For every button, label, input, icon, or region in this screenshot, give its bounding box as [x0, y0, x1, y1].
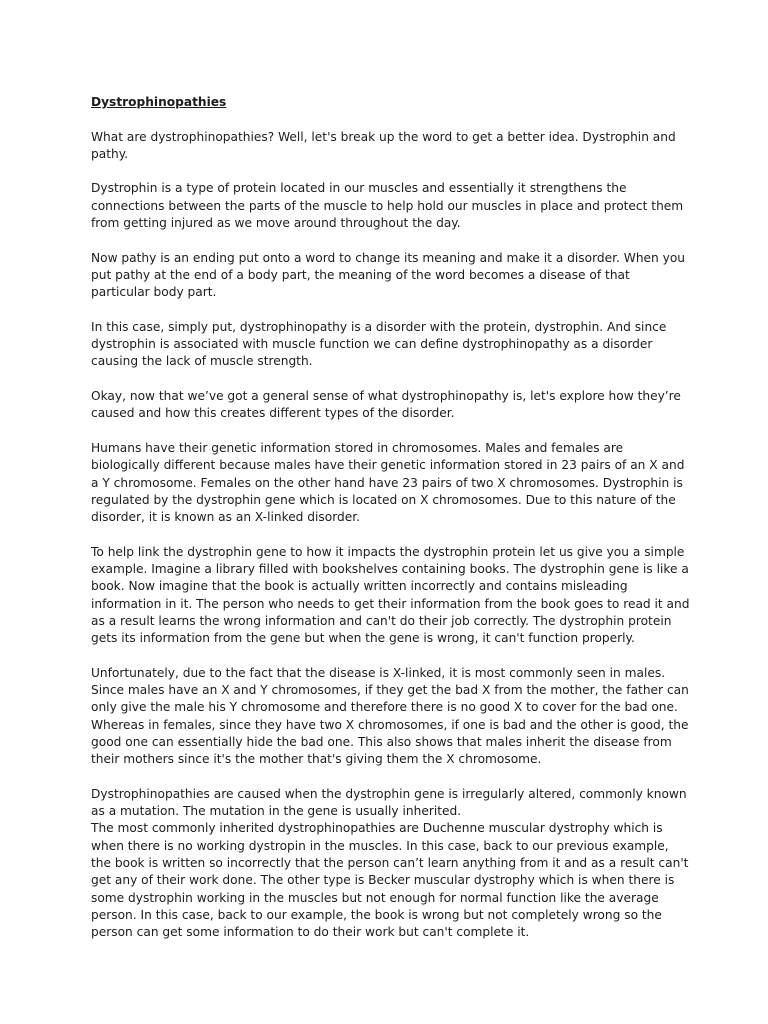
paragraph-types: The most commonly inherited dystrophinopathies are Duchenne muscular dystrophy which is when there is no working dystropin in the muscles. In this case, back to our previous example, the book is written so incorrectly that the person can’t learn anything from it and as a result can't get any of their work done. The other type is Becker muscular dystrophy which is when there is some dystrophin working in the muscles but not enough for normal function like the average person. In this case, back to our example, the book is wrong but not completely wrong so the person can get some information to do their work but can't complete it.: [91, 821, 689, 940]
paragraph-intro: What are dystrophinopathies? Well, let's break up the word to get a better idea. Dystrophin and pathy.: [91, 129, 676, 161]
paragraph-transition: Okay, now that we’ve got a general sense of what dystrophinopathy is, let's explore how they’re caused and how this creates different types of the disorder.: [91, 389, 681, 421]
document-title: Dystrophinopathies: [91, 95, 227, 109]
paragraph-chromosomes: Humans have their genetic information stored in chromosomes. Males and females are biologically different because males have their genetic information stored in 23 pairs of an X and a Y chromosome. Females on the other hand have 23 pairs of two X chromosomes. Dystrophin is regulated by the dystrophin gene which is located on X chromosomes. Due to this nature of the disorder, it is known as an X-linked disorder.: [91, 440, 685, 525]
paragraph-pathy-definition: Now pathy is an ending put onto a word to change its meaning and make it a disorder. When you put pathy at the end of a body part, the meaning of the word becomes a disease of that particular body part.: [91, 250, 686, 300]
paragraph-library-example: To help link the dystrophin gene to how it impacts the dystrophin protein let us give you a simple example. Imagine a library filled with bookshelves containing books. The dystrophin gene is like a book. Now imagine that the book is actually written incorrectly and contains misleading information in it. The person who needs to get their information from the book goes to read it and as a result learns the wrong information and can't do their job correctly. The dystrophin protein gets its information from the gene but when the gene is wrong, it can't function properly.: [91, 544, 690, 646]
paragraph-x-linked: Unfortunately, due to the fact that the disease is X-linked, it is most commonly seen in males. Since males have an X and Y chromosomes, if they get the bad X from the mother, the father can only give the male his Y chromosome and therefore there is no good X to cover for the bad one. Whereas in females, since they have two X chromosomes, if one is bad and the other is good, the good one can essentially hide the bad one. This also shows that males inherit the disease from their mothers since it's the mother that's giving them the X chromosome.: [91, 665, 689, 767]
paragraph-dystrophin-definition: Dystrophin is a type of protein located in our muscles and essentially it strengthens the connections between the parts of the muscle to help hold our muscles in place and protect them from getting injured as we move around throughout the day.: [91, 181, 684, 231]
paragraph-mutation: Dystrophinopathies are caused when the dystrophin gene is irregularly altered, commonly known as a mutation. The mutation in the gene is usually inherited.: [91, 786, 687, 819]
paragraph-dystrophinopathy-definition: In this case, simply put, dystrophinopathy is a disorder with the protein, dystrophin. And since dystrophin is associated with muscle function we can define dystrophinopathy as a disorder causing the lack of muscle strength.: [91, 319, 667, 369]
document-body: [91, 94, 691, 959]
